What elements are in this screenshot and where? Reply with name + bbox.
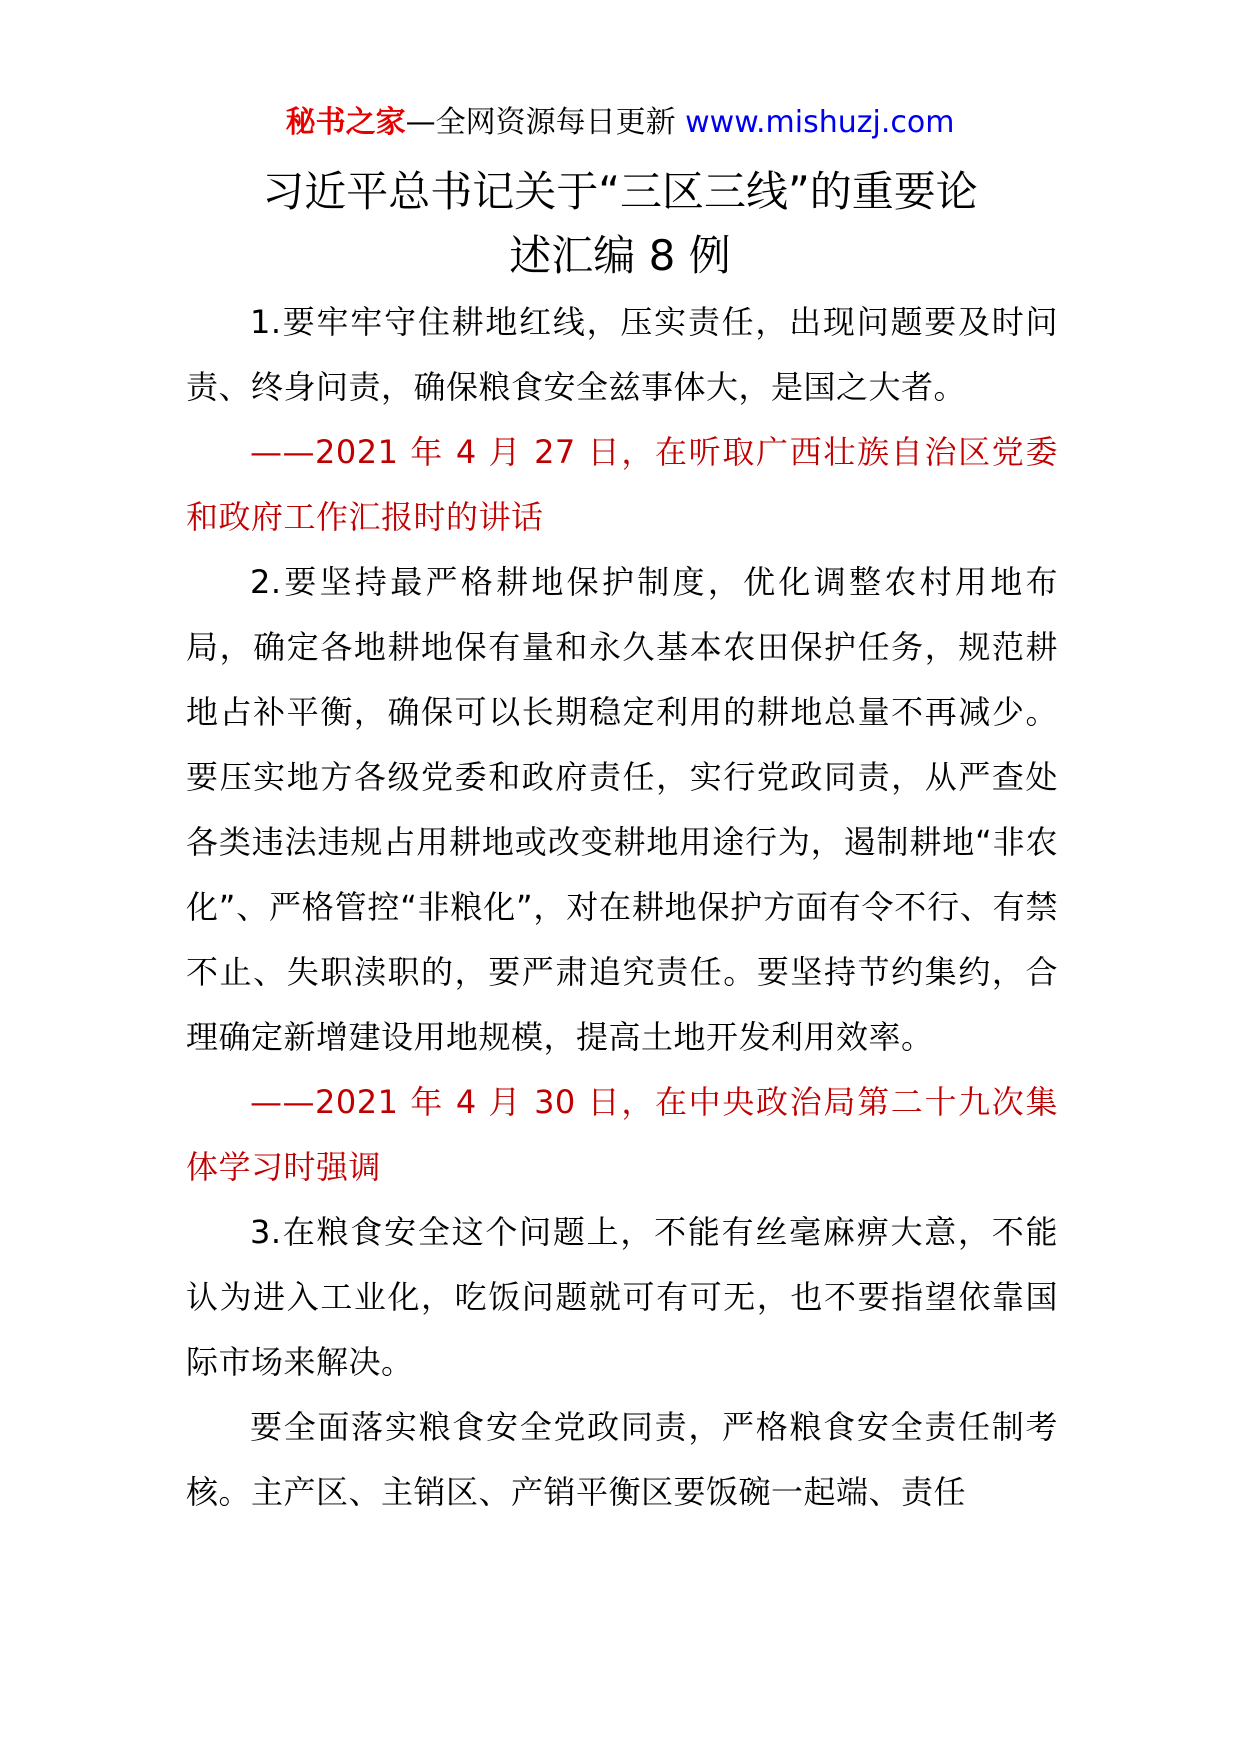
title-line-1: 习近平总书记关于“三区三线”的重要论 xyxy=(262,167,978,216)
quote-paragraph-2: 2.要坚持最严格耕地保护制度，优化调整农村用地布局，确定各地耕地保有量和永久基本农田保护任务，规范耕地占补平衡，确保可以长期稳定利用的耕地总量不再减少。要压实地方各级党委和政府责任，实行党政同责，从严查处各类违法违规占用耕地或改变耕地用途行为，遏制耕地“非农化”、严格管控“非粮化”，对在耕地保护方面有令不行、有禁不止、失职渎职的，要严肃追究责任。要坚持节约集约，合理确定新增建设用地规模，提高土地开发利用效率。 xyxy=(186,563,1058,1056)
document-body xyxy=(186,290,1058,1525)
site-tagline: —全网资源每日更新 xyxy=(405,105,686,140)
quote-paragraph-3: 3.在粮食安全这个问题上，不能有丝毫麻痹大意，不能认为进入工业化，吃饭问题就可有可无，也不要指望依靠国际市场来解决。 xyxy=(186,1213,1058,1381)
site-url-link[interactable]: www.mishuzj.com xyxy=(685,105,955,140)
document-title xyxy=(0,160,1240,288)
quote-source-2: ——2021 年 4 月 30 日，在中央政治局第二十九次集体学习时强调 xyxy=(186,1083,1058,1186)
quote-paragraph-3-continued: 要全面落实粮食安全党政同责，严格粮食安全责任制考核。主产区、主销区、产销平衡区要饭碗一起端、责任 xyxy=(186,1408,1058,1511)
site-header xyxy=(0,100,1240,146)
site-brand: 秘书之家 xyxy=(285,105,406,140)
title-line-2: 述汇编 8 例 xyxy=(509,231,731,280)
quote-source-1: ——2021 年 4 月 27 日，在听取广西壮族自治区党委和政府工作汇报时的讲话 xyxy=(186,433,1058,536)
quote-paragraph-1: 1.要牢牢守住耕地红线，压实责任，出现问题要及时问责、终身问责，确保粮食安全兹事体大，是国之大者。 xyxy=(186,303,1058,406)
